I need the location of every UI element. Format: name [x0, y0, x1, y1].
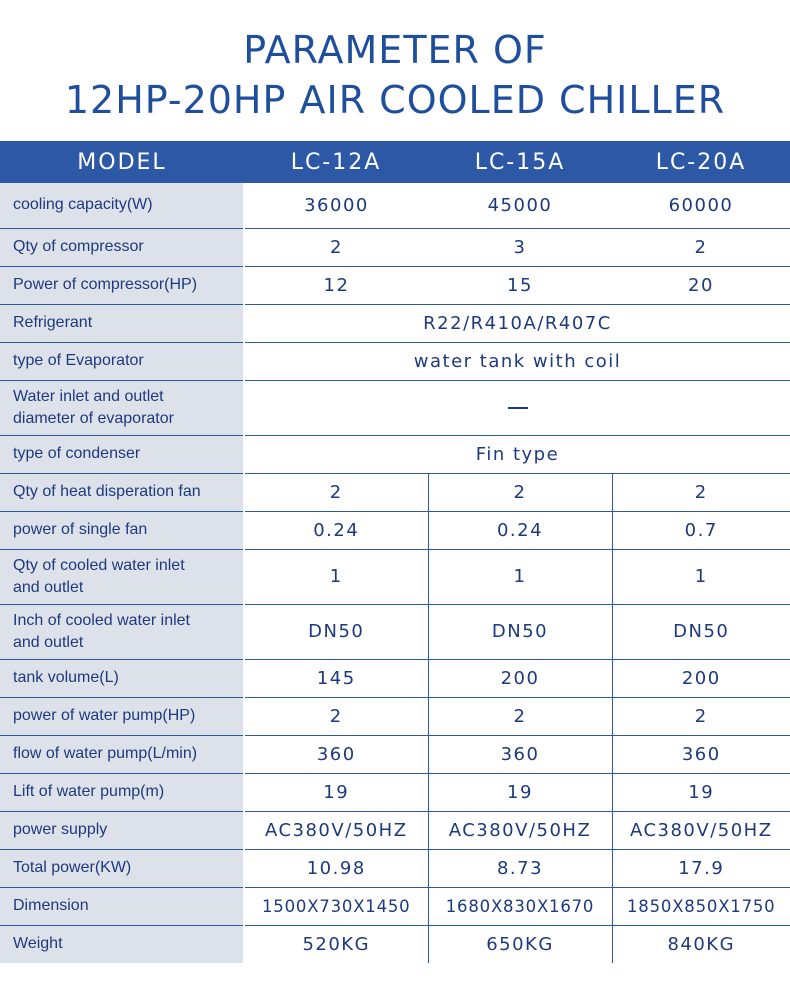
- cell-value: 36000: [244, 183, 428, 228]
- cell-value-merged: water tank with coil: [244, 342, 790, 380]
- cell-value: 0.7: [612, 511, 790, 549]
- cell-value: 2: [428, 473, 612, 511]
- cell-value: 19: [612, 773, 790, 811]
- row-cooling-capacity: [0, 183, 790, 228]
- cell-value: 45000: [428, 183, 612, 228]
- row-label-line-2: and outlet: [13, 633, 84, 651]
- row-power-supply: [0, 811, 790, 849]
- row-label: Lift of water pump(m): [0, 773, 244, 811]
- cell-value: 17.9: [612, 849, 790, 887]
- row-evaporator-type: [0, 342, 790, 380]
- cell-value: 0.24: [428, 511, 612, 549]
- row-label: Weight: [0, 925, 244, 963]
- title-line-1: PARAMETER OF: [243, 28, 547, 72]
- row-power-fan: [0, 511, 790, 549]
- cell-value: 1: [244, 549, 428, 604]
- row-label: [0, 604, 244, 659]
- row-power-compressor: [0, 266, 790, 304]
- cell-value: 19: [244, 773, 428, 811]
- row-evaporator-diameter: [0, 380, 790, 435]
- cell-value: 520KG: [302, 933, 371, 955]
- cell-value: 0.24: [244, 511, 428, 549]
- cell-value: 15: [428, 266, 612, 304]
- cell-value: 3: [428, 228, 612, 266]
- row-power-pump: [0, 697, 790, 735]
- cell-value: 12: [244, 266, 428, 304]
- cell-value: 200: [428, 659, 612, 697]
- row-flow-pump: [0, 735, 790, 773]
- row-label: power supply: [0, 811, 244, 849]
- row-label: flow of water pump(L/min): [0, 735, 244, 773]
- cell-value: 19: [428, 773, 612, 811]
- cell-value: 8.73: [428, 849, 612, 887]
- cell-value: 1850X850X1750: [612, 887, 790, 925]
- title-line-2: 12HP-20HP AIR COOLED CHILLER: [64, 78, 726, 122]
- cell-value: 2: [244, 473, 428, 511]
- cell-value: AC380V/50HZ: [612, 811, 790, 849]
- row-label: cooling capacity(W): [0, 183, 244, 228]
- header-row: [0, 141, 790, 183]
- cell-value: 200: [612, 659, 790, 697]
- row-qty-compressor: [0, 228, 790, 266]
- row-total-power: [0, 849, 790, 887]
- cell-value: 20: [612, 266, 790, 304]
- row-label-line-1: Qty of cooled water inlet: [13, 556, 185, 574]
- cell-value: 1: [428, 549, 612, 604]
- cell-value: AC380V/50HZ: [244, 811, 428, 849]
- row-label-line-1: Inch of cooled water inlet: [13, 611, 190, 629]
- row-label: Dimension: [0, 887, 244, 925]
- spec-table: [0, 141, 790, 963]
- row-label: type of condenser: [0, 435, 244, 473]
- row-condenser-type: [0, 435, 790, 473]
- row-label: Refrigerant: [0, 304, 244, 342]
- row-qty-fan: [0, 473, 790, 511]
- cell-value: AC380V/50HZ: [428, 811, 612, 849]
- cell-value: 360: [612, 735, 790, 773]
- cell-value: 2: [612, 228, 790, 266]
- cell-value-merged: [244, 380, 790, 435]
- header-model-label: MODEL: [0, 141, 244, 183]
- row-refrigerant: [0, 304, 790, 342]
- cell-value: 2: [244, 228, 428, 266]
- row-weight: [0, 925, 790, 963]
- cell-value: 360: [244, 735, 428, 773]
- row-label: type of Evaporator: [0, 342, 244, 380]
- dash-icon: [508, 407, 528, 409]
- row-tank-volume: [0, 659, 790, 697]
- row-qty-water-inlet: [0, 549, 790, 604]
- cell-value: 1500X730X1450: [244, 887, 428, 925]
- row-label: [0, 549, 244, 604]
- cell-value: DN50: [612, 604, 790, 659]
- header-model-lc-20a: LC-20A: [612, 141, 790, 183]
- row-label: [0, 380, 244, 435]
- row-label-line-1: Water inlet and outlet: [13, 387, 164, 405]
- cell-value: 60000: [612, 183, 790, 228]
- row-label: Power of compressor(HP): [0, 266, 244, 304]
- cell-value: 2: [612, 697, 790, 735]
- cell-value: 10.98: [244, 849, 428, 887]
- cell-value: 840KG: [612, 925, 790, 963]
- cell-value-merged: R22/R410A/R407C: [244, 304, 790, 342]
- page-title: [0, 0, 790, 140]
- row-inch-water-inlet: [0, 604, 790, 659]
- cell-value: DN50: [428, 604, 612, 659]
- row-label: power of single fan: [0, 511, 244, 549]
- cell-value: DN50: [244, 604, 428, 659]
- row-label: Qty of compressor: [0, 228, 244, 266]
- cell-value: 2: [244, 697, 428, 735]
- row-label-line-2: diameter of evaporator: [13, 409, 174, 427]
- cell-value: 1680X830X1670: [428, 887, 612, 925]
- row-dimension: [0, 887, 790, 925]
- cell-value-merged: Fin type: [244, 435, 790, 473]
- header-model-lc-12a: LC-12A: [244, 141, 428, 183]
- row-label: power of water pump(HP): [0, 697, 244, 735]
- row-label-line-2: and outlet: [13, 578, 84, 596]
- cell-value: 145: [244, 659, 428, 697]
- cell-value: 650KG: [428, 925, 612, 963]
- row-label: Total power(KW): [0, 849, 244, 887]
- row-label: tank volume(L): [0, 659, 244, 697]
- row-lift-pump: [0, 773, 790, 811]
- header-model-lc-15a: LC-15A: [428, 141, 612, 183]
- cell-value: 1: [612, 549, 790, 604]
- cell-value: 2: [428, 697, 612, 735]
- cell-value: 360: [428, 735, 612, 773]
- cell-value: 2: [612, 473, 790, 511]
- row-label: Qty of heat disperation fan: [0, 473, 244, 511]
